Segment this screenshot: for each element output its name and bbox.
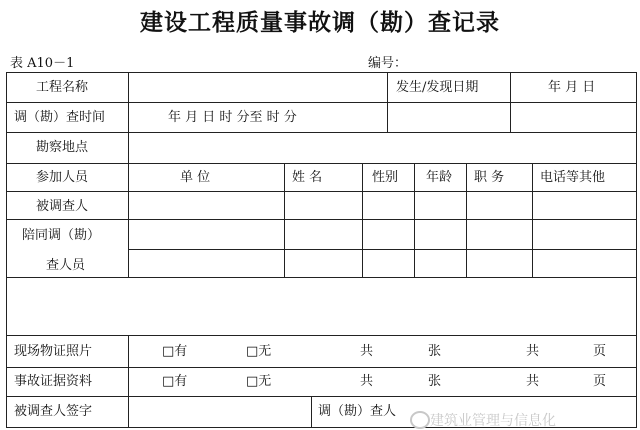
watermark-text: 建筑业管理与信息化 bbox=[430, 413, 556, 429]
evidence-has-checkbox[interactable]: □有 bbox=[162, 374, 188, 389]
table-line bbox=[6, 132, 637, 133]
occurrence-date-blank: 年 月 日 bbox=[548, 80, 596, 95]
table-line bbox=[532, 163, 533, 277]
label-survey-location: 勘察地点 bbox=[36, 140, 89, 155]
header-gender: 性别 bbox=[372, 170, 399, 185]
table-line bbox=[6, 191, 637, 192]
label-project-name: 工程名称 bbox=[36, 80, 89, 95]
table-line bbox=[510, 102, 511, 132]
evidence-sheets: 张 bbox=[428, 374, 442, 389]
table-line bbox=[466, 163, 467, 277]
table-line bbox=[128, 249, 637, 250]
table-line bbox=[128, 72, 129, 277]
header-position: 职 务 bbox=[474, 170, 505, 185]
label-investigated-person: 被调查人 bbox=[36, 199, 89, 214]
label-photos: 现场物证照片 bbox=[14, 344, 93, 359]
table-line bbox=[6, 102, 637, 103]
table-line bbox=[6, 277, 637, 278]
evidence-total-pages: 共 bbox=[526, 374, 540, 389]
evidence-pages: 页 bbox=[593, 374, 607, 389]
photos-has-checkbox[interactable]: □有 bbox=[162, 344, 188, 359]
table-line bbox=[6, 367, 637, 368]
label-survey-time: 调（勘）查时间 bbox=[14, 110, 106, 125]
table-line bbox=[510, 72, 511, 102]
table-line bbox=[636, 72, 637, 427]
photos-total: 共 bbox=[360, 344, 374, 359]
photos-none-checkbox[interactable]: □无 bbox=[246, 344, 272, 359]
header-name: 姓 名 bbox=[292, 170, 323, 185]
label-investigator-sign: 调（勘）查人 bbox=[318, 404, 397, 419]
photos-total-pages: 共 bbox=[526, 344, 540, 359]
table-line bbox=[6, 163, 637, 164]
label-evidence: 事故证据资料 bbox=[14, 374, 93, 389]
table-line bbox=[6, 219, 637, 220]
table-line bbox=[362, 163, 363, 277]
table-line bbox=[311, 396, 312, 427]
photos-sheets: 张 bbox=[428, 344, 442, 359]
label-occurrence-date: 发生/发现日期 bbox=[396, 80, 479, 95]
table-line bbox=[128, 335, 129, 427]
wechat-icon bbox=[410, 411, 430, 429]
label-signature: 被调查人签字 bbox=[14, 404, 93, 419]
table-line bbox=[387, 102, 388, 132]
table-line bbox=[387, 72, 388, 102]
form-code: 表 A10－1 bbox=[10, 56, 75, 71]
label-accompanying-line2: 查人员 bbox=[46, 258, 86, 273]
number-label: 编号： bbox=[368, 56, 408, 71]
photos-pages: 页 bbox=[593, 344, 607, 359]
table-line bbox=[6, 72, 7, 427]
table-line bbox=[6, 72, 637, 73]
table-line bbox=[284, 163, 285, 277]
evidence-none-checkbox[interactable]: □无 bbox=[246, 374, 272, 389]
label-accompanying-line1: 陪同调（勘） bbox=[22, 228, 101, 243]
survey-time-blank: 年 月 日 时 分至 时 分 bbox=[168, 110, 297, 125]
header-age: 年龄 bbox=[426, 170, 453, 185]
table-line bbox=[6, 396, 637, 397]
header-phone: 电话等其他 bbox=[540, 170, 606, 185]
label-participants: 参加人员 bbox=[36, 170, 89, 185]
header-unit: 单 位 bbox=[180, 170, 211, 185]
table-line bbox=[414, 163, 415, 277]
evidence-total: 共 bbox=[360, 374, 374, 389]
record-table bbox=[6, 72, 637, 428]
form-title: 建设工程质量事故调（勘）查记录 bbox=[140, 10, 500, 36]
table-line bbox=[6, 335, 637, 336]
